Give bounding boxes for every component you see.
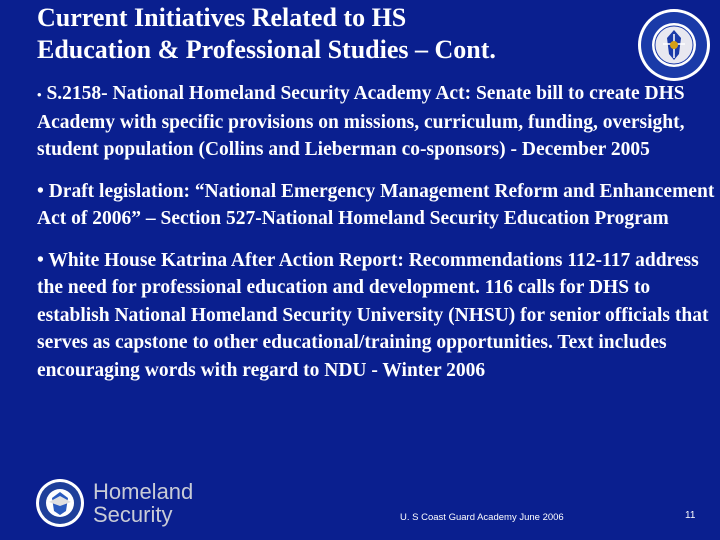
- title-line-1: Current Initiatives Related to HS: [37, 3, 407, 32]
- bullet-text: S.2158- National Homeland Security Academy Act: Senate bill to create DHS Academy with specific provisions on missions, curriculum, funding, oversight, student population (Collins and Lieberman co-sponsors) - December 2005: [37, 83, 685, 160]
- bullet-text: Draft legislation: “National Emergency Management Reform and Enhancement Act of 2006” – Section 527-National Homeland Security Education Program: [37, 180, 715, 229]
- bullet-item-3: [37, 247, 717, 385]
- title-line-2: Education & Professional Studies – Cont.: [37, 35, 496, 64]
- logo-word-security: Security: [93, 502, 173, 527]
- bullet-marker: •: [37, 249, 44, 271]
- footer-caption: U. S Coast Guard Academy June 2006: [400, 512, 564, 523]
- coast-guard-seal-icon: [637, 8, 711, 82]
- bullet-text: White House Katrina After Action Report: Recommendations 112-117 address the need for professional education and development. 116 calls for DHS to establish National Homeland Security University (NHSU) for senior officials that serves as capstone to other educational/training opportunities. Text includes encouraging words with regard to NDU - Winter 2006: [37, 249, 709, 381]
- slide-title: [37, 2, 627, 66]
- page-number: 11: [685, 510, 696, 521]
- homeland-security-logo: [35, 478, 235, 528]
- bullet-item-1: [37, 80, 717, 164]
- dhs-seal-icon: [35, 478, 85, 528]
- bullet-list: [37, 80, 717, 398]
- bullet-marker: •: [37, 87, 42, 102]
- bullet-marker: •: [37, 180, 44, 202]
- logo-word-homeland: Homeland: [93, 479, 194, 504]
- bullet-item-2: [37, 178, 717, 233]
